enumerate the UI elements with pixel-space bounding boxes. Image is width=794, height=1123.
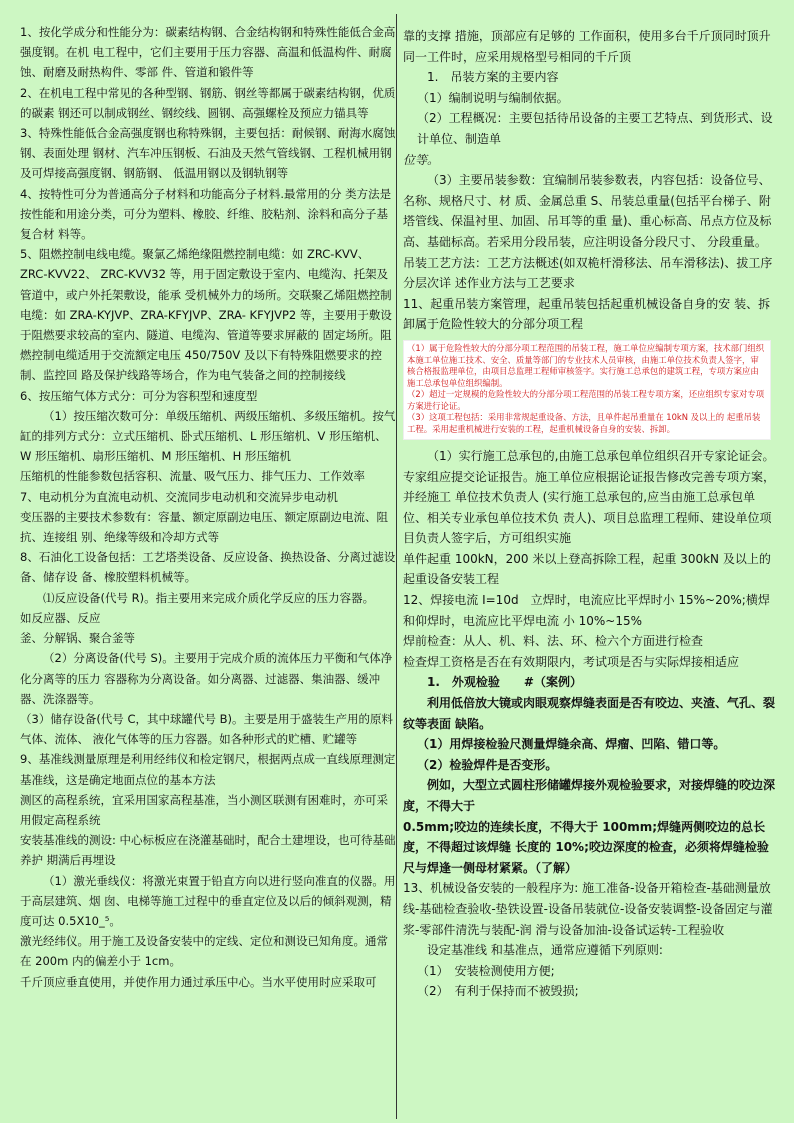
heading-visual-inspection: 1. 外观检验 #（案例） bbox=[427, 675, 582, 690]
paragraph-7: 7、电动机分为直流电动机、交流同步电动机和交流异步电动机 bbox=[20, 489, 338, 504]
paragraph-compressor-params: 压缩机的性能参数包括容积、流量、吸气压力、排气压力、工作效率 bbox=[20, 469, 365, 484]
paragraph-welder-qualification: 检查焊工资格是否在有效期限内，考试项是否与实际焊接相适应 bbox=[403, 654, 740, 669]
paragraph-laser-plumb: （1）激光垂线仪：将激光束置于铅直方向以进行竖向准直的仪器。用于高层建筑、烟 囱、电梯等施工过程中的垂直定位及以后的倾斜观测，精度可达 0.5X10_⁵。 bbox=[20, 873, 396, 928]
paragraph-lifting-method: 吊装工艺方法：工艺方法概述(如双桅杆滑移法、吊车滑移法)、拔工序分层次详 述作业方法与工艺要求 bbox=[403, 255, 773, 291]
paragraph-3: 3、特殊性能低合金高强度钢也称特殊钢，主要包括：耐候钢、耐海水腐蚀钢、表面处理 钢材、汽车冲压钢板、石油及天然气管线钢、工程机械用钢及可焊接高强度钢、钢筋钢、 低温用钢以及钢轨钢等 bbox=[20, 126, 396, 181]
paragraph-lifting-threshold: 单件起重 100kN，200 米以上登高拆除工程，起重 300kN 及以上的起重设备安装工程 bbox=[403, 551, 771, 587]
right-column bbox=[403, 26, 775, 1002]
note-line-1: （1）属于危险性较大的分部分项工程范围的吊装工程，施工单位应编制专项方案，技术部门组织本施工单位施工技术、安全、质量等部门的专业技术人员审核，由施工单位技术负责人签字，审核合格报监理单位，由项目总监理工程师审核签字。实行施工总承包的建筑工程，专项方案应由施工总承包单位组织编制。 bbox=[407, 342, 765, 388]
paragraph-elevation: 测区的高程系统，宜采用国家高程基准，当小测区联测有困难时，亦可采用假定高程系统 bbox=[20, 792, 388, 827]
paragraph-reactor: 如反应器、反应 bbox=[20, 610, 101, 625]
paragraph-2: 2、在机电工程中常见的各种型钢、钢筋、钢丝等都属于碳素结构钢，优质的碳素 钢还可以制成钢丝、钢绞线、圆钢、高强螺栓及预应力锚具等 bbox=[20, 85, 396, 120]
paragraph-storage-equipment: （3）储存设备(代号 C，其中球罐代号 B)。主要是用于盛装生产用的原料气体、流体、 液化气体等的压力容器。如各种形式的贮槽、贮罐等 bbox=[20, 711, 394, 747]
embedded-note-image bbox=[403, 340, 771, 440]
paragraph-principle-2: （2） 有利于保持而不被毁损; bbox=[417, 984, 579, 999]
paragraph-13: 13、机械设备安装的一般程序为: 施工准备-设备开箱检查-基础测量放线-基础检查验收-垫铁设置-设备吊装就位-设备安装调整-设备固定与灌浆-零部件清洗与装配-润 滑与设备加油-设备试运转-工程验收 bbox=[403, 881, 773, 937]
paragraph-visual-2: （1）用焊接检验尺测量焊缝余高、焊瘤、凹陷、错口等。 bbox=[417, 737, 726, 752]
paragraph-plan-2: （2）工程概况：主要包括待吊设备的主要工艺特点、到货形式、设计单位、制造单 bbox=[417, 111, 773, 146]
paragraph-6: 6、按压缩气体方式分：可分为容积型和速度型 bbox=[20, 388, 258, 403]
paragraph-laser-theodolite: 激光经纬仪。用于施工及设备安装中的定线、定位和测设已知角度。通常在 200m 内的偏差小于 1cm。 bbox=[20, 934, 388, 969]
paragraph-visual-undercut: 0.5mm;咬边的连续长度，不得大于 100mm;焊缝两侧咬边的总长度，不得超过该焊缝 长度的 10%;咬边深度的检查，必须将焊缝检验尺与焊逢一侧母材紧紧。（了解） bbox=[403, 819, 769, 875]
paragraph-11: 11、起重吊装方案管理，起重吊装包括起重机械设备自身的安 装、拆卸属于危险性较大的分部分项工程 bbox=[403, 296, 771, 332]
paragraph-separation-equipment: （2）分离设备(代号 S)。主要用于完成介质的流体压力平衡和气体净化分离等的压力 容器称为分离设备。如分离器、过滤器、集油器、缓冲器、洗涤器等。 bbox=[20, 651, 393, 706]
column-divider bbox=[396, 14, 397, 1119]
paragraph-baseline-principles: 设定基准线 和基准点，通常应遵循下列原则: bbox=[427, 943, 663, 958]
paragraph-5: 5、阻燃控制电线电缆。聚氯乙烯绝缘阻燃控制电缆：如 ZRC-KVV、 ZRC-KVV22、 ZRC-KVV32 等，用于固定敷设于室内、电缆沟、托架及管道中，或户外托架敷设，能承 受机械外力的场所。交联聚乙烯阻燃控制电缆：如 ZRA-KYJVP、ZRA-KFYJVP、ZRA- KFYJVP2 等，主要用于敷设于阻燃要求较高的室内、隧道、电缆沟、管道等要求屏蔽的 固定场所。阻燃控制电缆适用于交流额定电压 450/750V 及以下有特殊阻燃要求的控制、监控回 路及保护线路等场合，作为电气装备之间的控制接线 bbox=[20, 247, 392, 383]
paragraph-visual-example: 例如，大型立式圆柱形储罐焊接外观检验要求，对接焊缝的咬边深度，不得大于 bbox=[403, 778, 776, 813]
paragraph-compressor-stages: （1）按压缩次数可分：单级压缩机、两级压缩机、多级压缩机。按气缸的排列方式分：立式压缩机、卧式压缩机、L 形压缩机、V 形压缩机、W 形压缩机、扇形压缩机、M 形压缩机、H 形压缩机 bbox=[20, 408, 396, 464]
note-line-3: （3）这项工程包括：采用非常规起重设备、方法，且单件起吊重量在 10kN 及以上的 起重吊装工程。采用起重机械进行安装的工程，起重机械设备自身的安装、拆卸。 bbox=[407, 412, 761, 435]
paragraph-plan-1: （1）编制说明与编制依据。 bbox=[417, 90, 569, 105]
paragraph-9: 9、基准线测量原理是利用经纬仪和检定钢尺，根据两点成一直线原理测定基准线，这是确定地面点位的基本方法 bbox=[20, 752, 396, 787]
paragraph-reaction-equipment: ⑴反应设备(代号 R)。指主要用来完成介质化学反应的压力容器。 bbox=[43, 590, 375, 605]
paragraph-8: 8、石油化工设备包括：工艺塔类设备、反应设备、换热设备、分离过滤设备、储存设 备、橡胶塑料机械等。 bbox=[20, 550, 396, 585]
paragraph-plan-2-cont: 位等。 bbox=[403, 152, 440, 167]
paragraph-expert-review: （1）实行施工总承包的,由施工总承包单位组织召开专家论证会。专家组应提交论证报告。施工单位应根据论证报告修改完善专项方案，并经施工 单位技术负责人 (实行施工总承包的,应当由施工总承包单位、相关专业承包单位技术负 责人)、项目总监理工程师、建设单位项目负责人签字后，方可组织实施 bbox=[403, 448, 776, 546]
paragraph-baseline: 安装基准线的测设: 中心标板应在浇灌基础时，配合土建埋设，也可待基础养护 期满后再埋设 bbox=[20, 833, 396, 868]
paragraph-4: 4、按特性可分为普通高分子材料和功能高分子材料.最常用的分 类方法是按性能和用途分类，可分为塑料、橡胶、纤维、胶粘剂、涂料和高分子基复合材 料等。 bbox=[20, 186, 392, 242]
paragraph-plan-3: （3）主要吊装参数：宜编制吊装参数表，内容包括：设备位号、名称、规格尺寸、材 质、金属总重 S、吊装总重量(包括平台梯子、附塔管线、保温衬里、加固、吊耳等的重 量)、重心标高、吊点方位及标高、基础标高。若采用分段吊装，应注明设备分段尺寸、 分段重量。 bbox=[403, 173, 772, 249]
note-line-2: （2）超过一定规模的危险性较大的分部分项工程范围的吊装工程专项方案，还应组织专家对专项方案进行论证。 bbox=[407, 389, 765, 411]
paragraph-jack: 千斤顶应垂直使用，并使作用力通过承压中心。当水平使用时应采取可 bbox=[20, 974, 377, 989]
paragraph-1: 1、按化学成分和性能分为：碳素结构钢、合金结构钢和特殊性能低合金高强度钢。在机 电工程中，它们主要用于压力容器、高温和低温构件、耐腐蚀、耐磨及耐热构件、零部 件、管道和锻件等 bbox=[20, 25, 396, 80]
heading-lifting-plan: 1. 吊装方案的主要内容 bbox=[427, 70, 559, 85]
paragraph-kettle: 釜、分解锅、聚合釜等 bbox=[20, 631, 135, 646]
paragraph-12: 12、焊接电流 I=10d 立焊时，电流应比平焊时小 15%~20%;横焊和仰焊时，电流应比平焊电流 小 10%~15% bbox=[403, 593, 770, 628]
paragraph-pre-weld-check: 焊前检查：从人、机、料、法、环、检六个方面进行检查 bbox=[403, 634, 704, 649]
left-column bbox=[20, 22, 396, 992]
paragraph-visual-3: （2）检验焊件是否变形。 bbox=[417, 757, 558, 772]
paragraph-jack-cont: 靠的支撑 措施，顶部应有足够的 工作面积，使用多台千斤顶同时顶升同一工件时，应采用规格型号相同的千斤顶 bbox=[403, 29, 771, 64]
paragraph-principle-1: （1） 安装检测使用方便; bbox=[417, 963, 555, 978]
paragraph-transformer: 变压器的主要技术参数有：容量、额定原副边电压、额定原副边电流、阻抗、连接组 别、绝缘等级和冷却方式等 bbox=[20, 509, 388, 545]
paragraph-visual-1: 利用低倍放大镜或肉眼观察焊缝表面是否有咬边、夹渣、气孔、裂纹等表面 缺陷。 bbox=[403, 696, 776, 731]
